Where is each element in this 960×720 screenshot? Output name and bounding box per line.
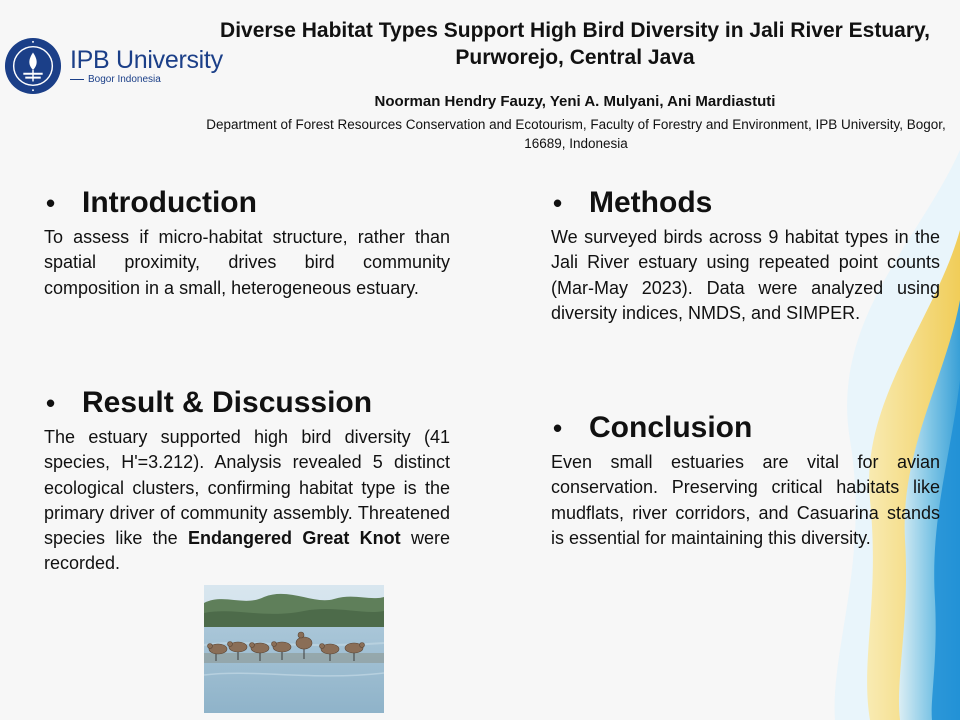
logo-subtitle: Bogor Indonesia (70, 74, 223, 85)
introduction-heading: • Introduction (46, 186, 257, 219)
methods-section (551, 183, 940, 326)
conclusion-heading: • Conclusion (553, 411, 753, 444)
introduction-text: To assess if micro-habitat structure, rather than spatial proximity, drives bird community composition in a small, heterogeneous estuary. (44, 227, 450, 298)
results-section (44, 383, 450, 577)
ipb-seal-icon (4, 37, 62, 95)
methods-heading: • Methods (553, 186, 713, 219)
affiliation: Department of Forest Resources Conservation and Ecotourism, Faculty of Forestry and Environment, IPB University, Bogor, 16689, Indonesia (206, 117, 946, 151)
logo-name: IPB University (70, 46, 223, 74)
authors: Noorman Hendry Fauzy, Yeni A. Mulyani, Ani Mardiastuti (374, 93, 776, 110)
methods-text: We surveyed birds across 9 habitat types in the Jali River estuary using repeated point counts (Mar-May 2023). Data were analyzed using diversity indices, NMDS, and SIMPER. (551, 227, 940, 323)
results-text: The estuary supported high bird diversity (41 species, H'=3.212). Analysis revealed 5 distinct ecological clusters, confirming habitat type is the primary driver of community assembly. Threatened species like the Endangered Great Knot were recorded. (44, 427, 450, 574)
great-knot-photo (204, 585, 384, 713)
conclusion-section (551, 408, 940, 551)
great-knot-highlight: Endangered Great Knot (188, 528, 401, 549)
results-heading: • Result & Discussion (46, 386, 373, 419)
introduction-section (44, 183, 450, 301)
conclusion-text: Even small estuaries are vital for avian conservation. Preserving critical habitats like mudflats, river corridors, and Casuarina stands is essential for maintaining this diversity. (551, 452, 940, 548)
ipb-university-logo (4, 37, 223, 95)
poster-title: Diverse Habitat Types Support High Bird Diversity in Jali River Estuary, Purworejo, Central Java (220, 19, 930, 69)
